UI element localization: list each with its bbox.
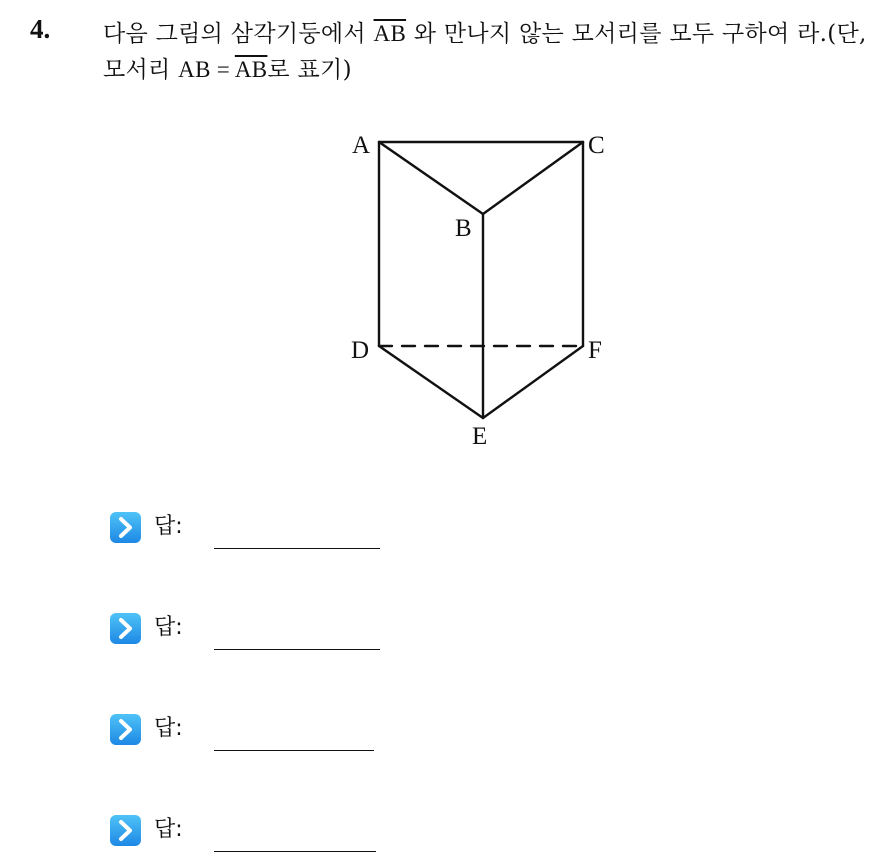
vertex-label-b: B: [455, 215, 472, 242]
answer-label: 답:: [154, 716, 183, 741]
vertex-label-e: E: [472, 423, 488, 450]
edge-ef: [483, 346, 583, 418]
edge-ab: [379, 142, 483, 214]
answer-row-2: [110, 613, 390, 653]
edge-de: [379, 346, 483, 418]
edge-ab-plain: AB: [178, 57, 211, 82]
answer-row-3: [110, 714, 390, 754]
question-text: [103, 16, 873, 88]
answer-label: 답:: [154, 817, 183, 842]
answer-blank-line[interactable]: [214, 750, 374, 751]
vertex-label-a: A: [352, 132, 371, 159]
question-text-pre: 다음 그림의 삼각기둥에서: [103, 21, 374, 47]
chevron-right-icon: [110, 815, 141, 846]
answer-row-4: [110, 815, 390, 855]
answer-blank-line[interactable]: [214, 548, 380, 549]
chevron-right-icon: [110, 613, 141, 644]
answer-row-1: [110, 512, 390, 552]
answer-blank-line[interactable]: [214, 649, 380, 650]
answer-label: 답:: [154, 615, 183, 640]
triangular-prism-figure: [330, 118, 630, 458]
edge-ab-overline: $\overline{AB}$: [373, 21, 407, 46]
chevron-right-icon: [110, 512, 141, 543]
vertex-label-c: C: [588, 132, 605, 159]
question-text-mid: 와 만나지 않는 모서리를 모두 구하여 라.(단, 모서리: [103, 21, 867, 83]
equals-sign: =: [210, 57, 235, 82]
answer-blank-line[interactable]: [214, 851, 376, 852]
vertex-label-d: D: [351, 337, 370, 364]
question-text-post: 로 표기): [267, 57, 352, 83]
vertex-label-f: F: [588, 337, 602, 364]
question-number: 4.: [30, 14, 51, 44]
chevron-right-icon: [110, 714, 141, 745]
edge-ab-overline-2: $\overline{AB}$: [234, 57, 268, 82]
answer-label: 답:: [154, 514, 183, 539]
edge-bc: [483, 142, 583, 214]
